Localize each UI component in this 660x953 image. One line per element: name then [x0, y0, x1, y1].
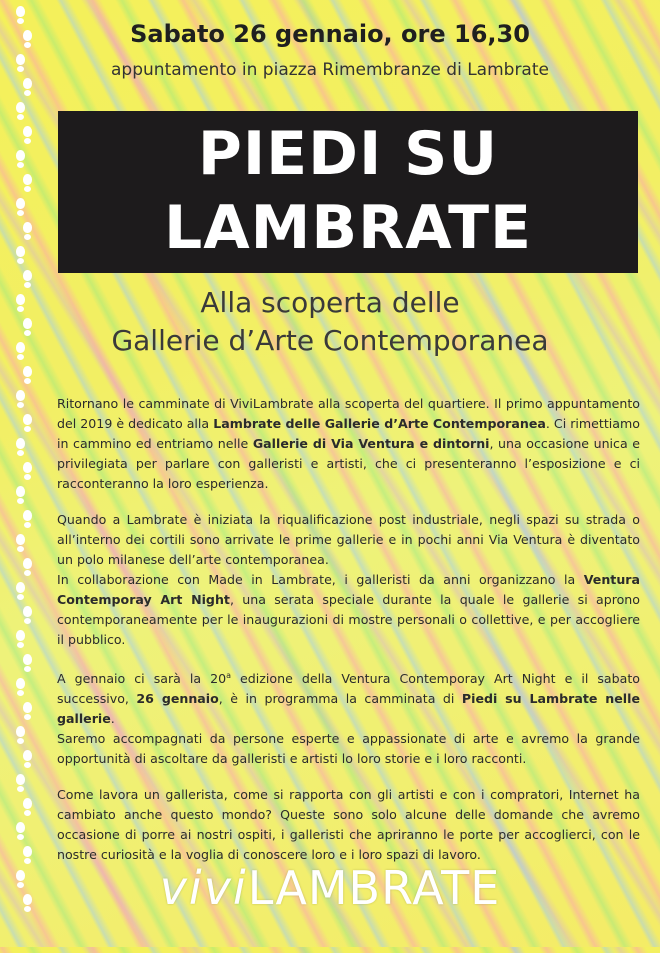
text: , è in programma la camminata di [218, 691, 462, 707]
subtitle-line-1: Alla scoperta delle [200, 286, 460, 319]
footprint-icon [15, 150, 26, 168]
subtitle [0, 284, 660, 360]
footprint-icon [15, 246, 26, 264]
text: Come lavora un gallerista, come si rapporta con gli artisti e con i compratori, Internet ha cambiato anche questo mondo? Queste sono solo alcune delle domande che avremo occasione di porre ai nostri ospiti, i galleristi che apriranno le porte per accoglierci, con le nostre curiosità e la voglia di conoscere loro e i loro spazi di lavoro. [57, 787, 640, 863]
footprint-icon [15, 438, 26, 456]
body-text [57, 394, 640, 881]
title-box [58, 111, 638, 273]
footprint-icon [15, 582, 26, 600]
text: A gennaio ci sarà la 20 [57, 671, 227, 687]
paragraph-1 [57, 394, 640, 494]
footprint-icon [22, 558, 33, 576]
footprint-icon [15, 726, 26, 744]
footprint-icon [22, 366, 33, 384]
footprint-icon [22, 798, 33, 816]
text: , una occasione unica e privilegiata per parlare con galleristi e artisti, che ci presenteranno l’esposizione e ci racconteranno la loro esperienza. [57, 436, 640, 491]
bold-text: Piedi su Lambrate nelle gallerie [57, 691, 640, 727]
footprint-icon [22, 750, 33, 768]
footprint-icon [15, 678, 26, 696]
footprint-icon [15, 198, 26, 216]
bold-text: 26 gennaio [136, 691, 219, 707]
footprint-icon [22, 414, 33, 432]
text: Saremo accompagnati da persone esperte e appassionate di arte e avremo la grande opportunità di ascoltare da galleristi e artisti lo loro storie e i loro racconti. [57, 731, 640, 767]
title-line-1: PIEDI SU [197, 119, 499, 189]
text: In collaborazione con Made in Lambrate, i galleristi da anni organizzano la [57, 572, 584, 587]
paragraph-6 [57, 785, 640, 865]
text: . [110, 711, 115, 727]
footprint-icon [15, 534, 26, 552]
vivilambrate-logo [0, 860, 660, 916]
bold-text: Gallerie di Via Ventura e dintorni [252, 436, 490, 451]
bold-text: Ventura Contemporay Art Night [57, 572, 640, 607]
footprint-icon [22, 78, 33, 96]
footprint-icon [15, 486, 26, 504]
title-line-2: LAMBRATE [164, 193, 532, 263]
footprint-icon [22, 510, 33, 528]
footprint-icon [22, 654, 33, 672]
footprint-icon [15, 822, 26, 840]
text: edizione della Ventura Contemporay Art Night e il sabato successivo, [57, 671, 640, 707]
text: . Ci rimettiamo in cammino ed entriamo nelle [57, 416, 640, 451]
text: Quando a Lambrate è iniziata la riqualificazione post industriale, negli spazi su strada o all’interno dei cortili sono arrivate le prime gallerie e in pochi anni Via Ventura è diventato un polo milanese dell’arte contemporanea. [57, 512, 640, 567]
paragraph-5 [57, 729, 640, 769]
footprint-icon [22, 702, 33, 720]
meeting-place: appuntamento in piazza Rimembranze di Lambrate [111, 60, 549, 80]
footprint-icon [15, 390, 26, 408]
footprint-icon [22, 222, 33, 240]
footprint-icon [15, 630, 26, 648]
text: , una serata speciale durante la quale le gallerie si aprono contemporaneamente per le inaugurazioni di mostre personali o collettive, e per accogliere il pubblico. [57, 592, 640, 647]
logo-vivi: vivi [159, 861, 248, 915]
footprints-border [6, 0, 34, 953]
event-date: Sabato 26 gennaio, ore 16,30 [130, 20, 530, 48]
footprint-icon [15, 774, 26, 792]
subtitle-line-2: Gallerie d’Arte Contemporanea [111, 324, 549, 357]
paragraph-2 [57, 510, 640, 570]
bold-text: Lambrate delle Gallerie d’Arte Contemporanea [213, 416, 546, 431]
paragraph-3 [57, 570, 640, 650]
logo-lambrate: LAMBRATE [247, 861, 501, 915]
paragraph-4 [57, 666, 640, 729]
footprint-icon [22, 462, 33, 480]
footprint-icon [22, 126, 33, 144]
footprint-icon [22, 174, 33, 192]
text: Ritornano le camminate di ViviLambrate alla scoperta del quartiere. Il primo appuntamento del 2019 è dedicato alla [57, 396, 640, 431]
footprint-icon [22, 606, 33, 624]
superscript: a [226, 671, 232, 680]
footprint-icon [15, 102, 26, 120]
